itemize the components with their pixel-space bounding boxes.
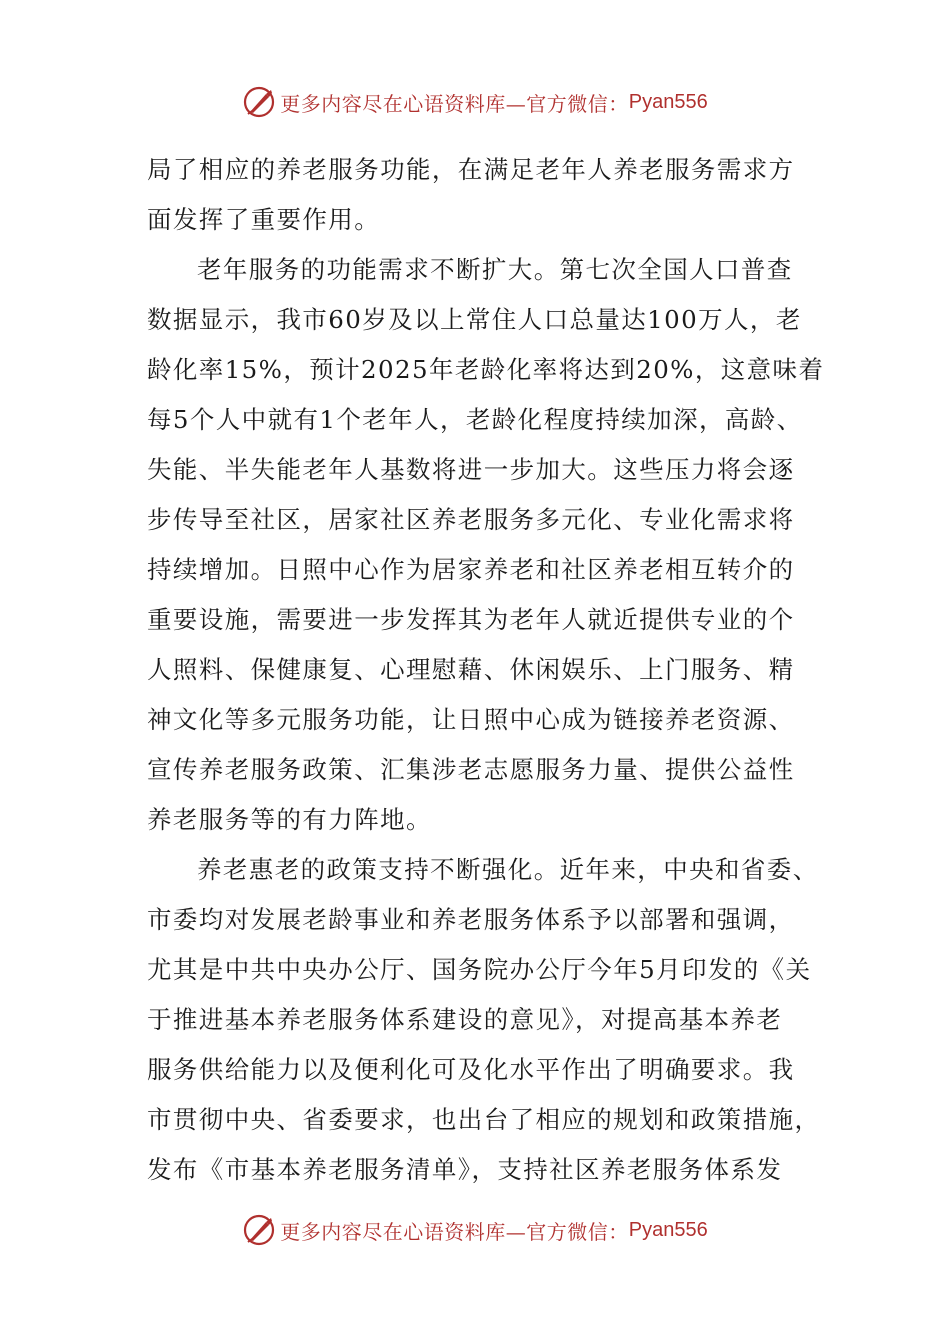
paragraph-line: 尤其是中共中央办公厅、国务院办公厅今年5月印发的《关 xyxy=(147,955,812,984)
quill-pen-logo-icon xyxy=(242,85,276,119)
paragraph-line: 人照料、保健康复、心理慰藉、休闲娱乐、上门服务、精 xyxy=(147,655,795,684)
header-watermark-banner xyxy=(0,82,950,122)
footer-watermark-banner xyxy=(0,1210,950,1250)
paragraph-line: 每5个人中就有1个老年人，老龄化程度持续加深，高龄、 xyxy=(147,405,803,434)
paragraph-line: 局了相应的养老服务功能，在满足老年人养老服务需求方 xyxy=(147,155,795,184)
paragraph-line: 市委均对发展老龄事业和养老服务体系予以部署和强调， xyxy=(147,905,795,934)
paragraph-line: 老年服务的功能需求不断扩大。第七次全国人口普查 xyxy=(197,255,793,284)
paragraph-line: 龄化率15%，预计2025年老龄化率将达到20%，这意味着 xyxy=(147,355,825,384)
paragraph-line: 养老惠老的政策支持不断强化。近年来，中央和省委、 xyxy=(197,855,819,884)
paragraph-line: 面发挥了重要作用。 xyxy=(147,205,381,234)
paragraph-line: 发布《市基本养老服务清单》，支持社区养老服务体系发 xyxy=(147,1155,783,1184)
paragraph-line: 失能、半失能老年人基数将进一步加大。这些压力将会逐 xyxy=(147,455,795,484)
paragraph-line: 市贯彻中央、省委要求，也出台了相应的规划和政策措施， xyxy=(147,1105,821,1134)
paragraph-line: 持续增加。日照中心作为居家养老和社区养老相互转介的 xyxy=(147,555,795,584)
watermark-text: 更多内容尽在心语资料库—官方微信： xyxy=(280,91,629,116)
document-body xyxy=(147,145,825,1195)
watermark-wechat-id: Pyan556 xyxy=(628,1218,708,1241)
paragraph-line: 于推进基本养老服务体系建设的意见》，对提高基本养老 xyxy=(147,1005,783,1034)
paragraph-line: 养老服务等的有力阵地。 xyxy=(147,805,432,834)
paragraph-line: 数据显示，我市60岁及以上常住人口总量达100万人，老 xyxy=(147,305,802,334)
paragraph-line: 神文化等多元服务功能，让日照中心成为链接养老资源、 xyxy=(147,705,795,734)
paragraph-line: 步传导至社区，居家社区养老服务多元化、专业化需求将 xyxy=(147,505,795,534)
watermark-wechat-id: Pyan556 xyxy=(628,90,708,113)
quill-pen-logo-icon xyxy=(242,1213,276,1247)
paragraph-line: 服务供给能力以及便利化可及化水平作出了明确要求。我 xyxy=(147,1055,795,1084)
paragraph-line: 宣传养老服务政策、汇集涉老志愿服务力量、提供公益性 xyxy=(147,755,795,784)
watermark-text: 更多内容尽在心语资料库—官方微信： xyxy=(280,1219,629,1244)
paragraph-line: 重要设施，需要进一步发挥其为老年人就近提供专业的个 xyxy=(147,605,795,634)
